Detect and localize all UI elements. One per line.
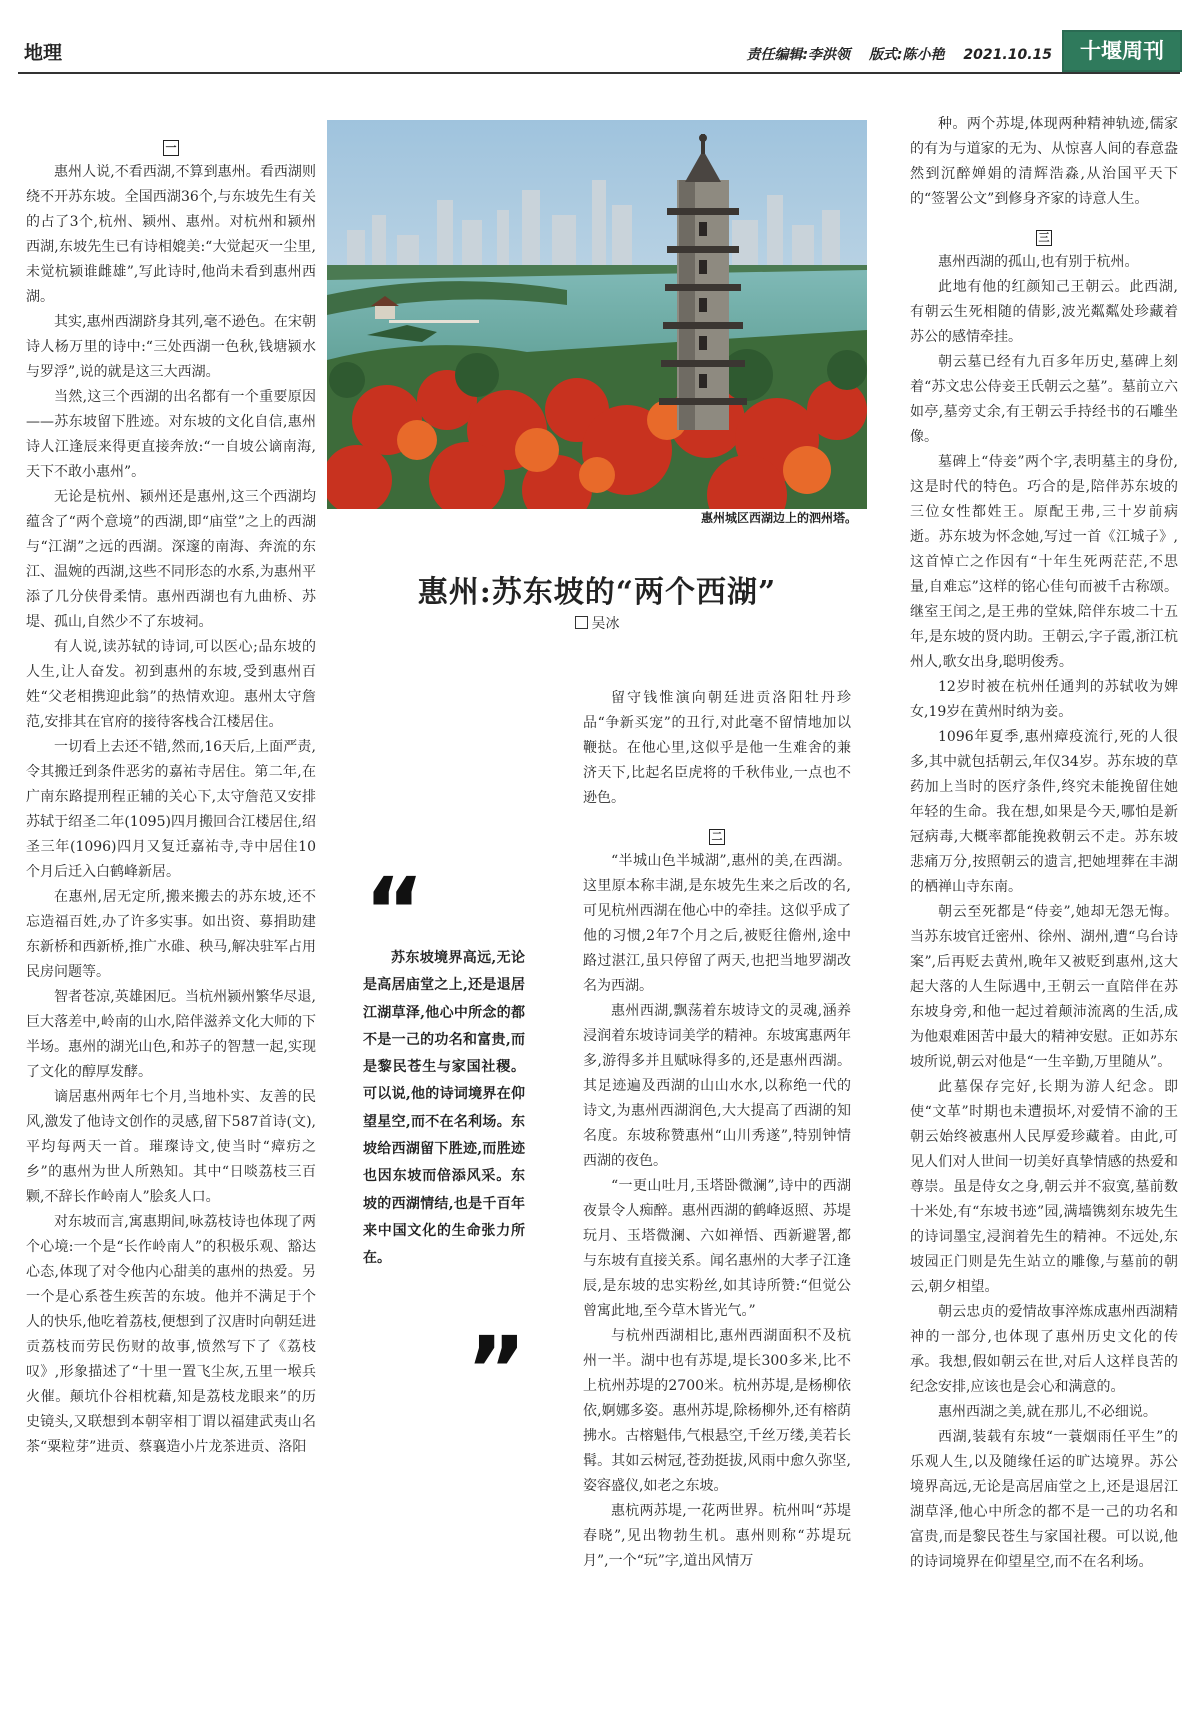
paragraph: 一切看上去还不错,然而,16天后,上面严责,令其搬迁到条件恶劣的嘉祐寺居住。第二年,在广南东路提刑程正辅的关心下,太守詹范又安排苏轼于绍圣二年(1095)四月搬回合江楼居住,绍圣三年(1096)四月又复迁嘉祐寺,寺中居住10个月后迁入白鹤峰新居。 (26, 739, 316, 880)
newspaper-logo: 十堰周刊 (1062, 30, 1182, 72)
pull-quote (363, 945, 525, 1273)
paragraph: 西湖,装载有东坡“一蓑烟雨任平生”的乐观人生,以及随缘任运的旷达境界。苏公境界高远,无论是高居庙堂之上,还是退居江湖草泽,他心中所念的都不是一己的功名和富贵,而是黎民苍生与家国社稷。可以说,他的诗词境界在仰望星空,而不在名利场。 (910, 1429, 1178, 1570)
paragraph: 墓碑上“侍妾”两个字,表明墓主的身份,这是时代的特色。巧合的是,陪伴苏东坡的三位女性都姓王。原配王弗,三十岁前病逝。苏东坡为怀念她,写过一首《江城子》,这首悼亡之作因有“十年生死两茫茫,不思量,自难忘”这样的铭心佳句而被千古称颂。继室王闰之,是王弗的堂妹,陪伴东坡二十五年,是东坡的贤内助。王朝云,字子霞,浙江杭州人,歌女出身,聪明俊秀。 (910, 454, 1178, 670)
paragraph: 智者苍凉,英雄困厄。当杭州颍州繁华尽退,巨大落差中,岭南的山水,陪伴滋养文化大师的下半场。惠州的湖光山色,和苏子的智慧一起,实现了文化的醇厚发酵。 (26, 989, 316, 1080)
paragraph: 朝云忠贞的爱情故事淬炼成惠州西湖精神的一部分,也体现了惠州历史文化的传承。我想,假如朝云在世,对后人这样良苦的纪念安排,应该也是会心和满意的。 (910, 1304, 1178, 1395)
paragraph: 留守钱惟演向朝廷进贡洛阳牡丹珍品“争新买宠”的丑行,对此毫不留情地加以鞭挞。在他心里,这似乎是他一生难舍的兼济天下,比起名臣虎将的千秋伟业,一点也不逊色。 (583, 690, 851, 806)
paragraph: 其实,惠州西湖跻身其列,毫不逊色。在宋朝诗人杨万里的诗中:“三处西湖一色秋,钱塘颍水与罗浮”,说的就是这三大西湖。 (26, 314, 316, 380)
paragraph: 朝云墓已经有九百多年历史,墓碑上刻着“苏文忠公侍妾王氏朝云之墓”。墓前立六如亭,墓旁丈余,有王朝云手持经书的石雕坐像。 (910, 354, 1178, 445)
author-box-icon (575, 616, 588, 629)
paragraph: 有人说,读苏轼的诗词,可以医心;品东坡的人生,让人奋发。初到惠州的东坡,受到惠州百姓“父老相携迎此翁”的热情欢迎。惠州太守詹范,安排其在官府的接待客栈合江楼居住。 (26, 639, 316, 730)
editor-credit: 责任编辑:李洪领 (746, 47, 851, 63)
section-name: 地理 (24, 42, 63, 64)
layout-credit: 版式:陈小艳 (868, 47, 945, 63)
paragraph: 种。两个苏堤,体现两种精神轨迹,儒家的有为与道家的无为、从惊喜人间的春意盎然到沉醉婵娟的清辉浩淼,从治国平天下的“签署公文”到修身齐家的诗意人生。 (910, 116, 1178, 207)
paragraph: 当然,这三个西湖的出名都有一个重要原因——苏东坡留下胜迹。对东坡的文化自信,惠州诗人江逢辰来得更直接奔放:“一自坡公谪南海,天下不敢小惠州”。 (26, 389, 316, 480)
paragraph: 与杭州西湖相比,惠州西湖面积不及杭州一半。湖中也有苏堤,堤长300多米,比不上杭州苏堤的2700米。杭州苏堤,是杨柳依依,婀娜多姿。惠州苏堤,除杨柳外,还有榕荫拂水。古榕魁伟,气根悬空,千丝万缕,美若长髯。其如云树冠,苍劲挺拔,风雨中愈久弥坚,姿容盛仪,如老之东坡。 (583, 1328, 851, 1494)
photo-illustration (327, 120, 867, 509)
paragraph: 无论是杭州、颍州还是惠州,这三个西湖均蕴含了“两个意境”的西湖,即“庙堂”之上的西湖与“江湖”之远的西湖。深邃的南海、奔流的东江、温婉的西湖,这些不同形态的水系,为惠州平添了几分侠骨柔情。惠州西湖也有九曲桥、苏堤、孤山,自然少不了东坡祠。 (26, 489, 316, 630)
paragraph: 对东坡而言,寓惠期间,咏荔枝诗也体现了两个心境:一个是“长作岭南人”的积极乐观、豁达心态,体现了对令他内心甜美的惠州的热爱。另一个是心系苍生疾苦的东坡。他并不满足于个人的快乐,他吃着荔枝,便想到了汉唐时向朝廷进贡荔枝而劳民伤财的故事,愤然写下了《荔枝叹》,形象描述了“十里一置飞尘灰,五里一堠兵火催。颠坑仆谷相枕藉,知是荔枝龙眼来”的历史镜头,又联想到本朝宰相丁谓以福建武夷山名茶“粟粒芽”进贡、蔡襄造小片龙茶进贡、洛阳 (26, 1214, 316, 1455)
pull-quote-text: 苏东坡境界高远,无论是高居庙堂之上,还是退居江湖草泽,他心中所念的都不是一己的功名和富贵,而是黎民苍生与家国社稷。可以说,他的诗词境界在仰望星空,而不在名利场。东坡给西湖留下胜迹,而胜迹也因东坡而倍添风采。东坡的西湖情结,也是千百年来中国文化的生命张力所在。 (363, 950, 525, 1267)
paragraph: 此墓保存完好,长期为游人纪念。即使“文革”时期也未遭损坏,对爱情不渝的王朝云始终被惠州人民厚爱珍藏着。由此,可见人们对人世间一切美好真挚情感的热爱和尊崇。虽是侍女之身,朝云并不寂寞,墓前数十米处,有“东坡书迹”园,满墙镌刻东坡先生的诗词墨宝,浸润着先生的精神。不远处,东坡园正门则是先生站立的雕像,与墓前的朝云,朝夕相望。 (910, 1079, 1178, 1295)
paragraph: 此地有他的红颜知己王朝云。此西湖,有朝云生死相随的倩影,波光粼粼处珍藏着苏公的感情牵挂。 (910, 279, 1178, 345)
section-marker-2: 二 (709, 829, 725, 845)
author-name: 吴冰 (591, 616, 620, 632)
column-3 (910, 112, 1178, 1575)
paragraph: 惠州西湖,飘荡着东坡诗文的灵魂,涵养浸润着东坡诗词美学的精神。东坡寓惠两年多,游得多并且赋咏得多的,还是惠州西湖。其足迹遍及西湖的山山水水,以称绝一代的诗文,为惠州西湖润色,大大提高了西湖的知名度。东坡称赞惠州“山川秀遂”,特别钟情西湖的夜色。 (583, 1003, 851, 1169)
paragraph: 惠州人说,不看西湖,不算到惠州。看西湖则绕不开苏东坡。全国西湖36个,与东坡先生有关的占了3个,杭州、颍州、惠州。对杭州和颍州西湖,东坡先生已有诗相媲美:“大觉起灭一尘里,未觉杭颍谁雌雄”,写此诗时,他尚未看到惠州西湖。 (26, 164, 316, 305)
paragraph: 惠州西湖的孤山,也有别于杭州。 (938, 254, 1139, 270)
paragraph: 12岁时被在杭州任通判的苏轼收为婢女,19岁在黄州时纳为妾。 (910, 679, 1178, 720)
paragraph: 惠州西湖之美,就在那儿,不必细说。 (938, 1404, 1157, 1420)
open-quote-icon: “ (364, 858, 425, 965)
paragraph: 谪居惠州两年七个月,当地朴实、友善的民风,激发了他诗文创作的灵感,留下587首诗(文),平均每两天一首。璀璨诗文,使当时“瘴疠之乡”的惠州为世人所熟知。其中“日啖荔枝三百颗,不辞长作岭南人”脍炙人口。 (26, 1089, 316, 1205)
paragraph: “一更山吐月,玉塔卧微澜”,诗中的西湖夜景令人痴醉。惠州西湖的鹤峰返照、苏堤玩月、玉塔微澜、六如禅悟、西新避署,都与东坡有直接关系。闻名惠州的大孝子江逢辰,是东坡的忠实粉丝,如其诗所赞:“但觉公曾寓此地,至今草木皆光气。” (583, 1178, 851, 1319)
article-title: 惠州:苏东坡的“两个西湖” (417, 575, 777, 610)
header-rule (18, 72, 1180, 74)
issue-date: 2021.10.15 (963, 47, 1052, 63)
column-1 (26, 140, 316, 1460)
paragraph: 惠杭两苏堤,一花两世界。杭州叫“苏堤春晓”,见出物勃生机。惠州则称“苏堤玩月”,一个“玩”字,道出风情万 (583, 1503, 851, 1569)
section-marker-3: 三 (1036, 230, 1052, 246)
paragraph: 在惠州,居无定所,搬来搬去的苏东坡,还不忘造福百姓,办了许多实事。如出资、募捐助建东新桥和西新桥,推广水碓、秧马,解决驻军占用民房问题等。 (26, 889, 316, 980)
column-2 (583, 686, 851, 1574)
paragraph: “半城山色半城湖”,惠州的美,在西湖。这里原本称丰湖,是东坡先生来之后改的名,可见杭州西湖在他心中的牵挂。这似乎成了他的习惯,2年7个月之后,被贬往儋州,途中路过湛江,虽只停留了两天,也把当地罗湖改名为西湖。 (583, 853, 851, 994)
photo-caption: 惠州城区西湖边上的泗州塔。 (700, 511, 857, 525)
article-author (327, 613, 867, 633)
header-meta (732, 44, 1052, 64)
west-lake-photo (327, 120, 867, 509)
section-marker-1: 一 (163, 140, 179, 156)
paragraph: 1096年夏季,惠州瘴疫流行,死的人很多,其中就包括朝云,年仅34岁。苏东坡的草药加上当时的医疗条件,终究未能挽留住她年轻的生命。我在想,如果是今天,哪怕是新冠病毒,大概率都能挽救朝云不走。苏东坡悲痛万分,按照朝云的遗言,把她埋葬在丰湖的栖禅山寺东南。 (910, 729, 1178, 895)
paragraph: 朝云至死都是“侍妾”,她却无怨无悔。当苏东坡官迁密州、徐州、湖州,遭“乌台诗案”,后再贬去黄州,晚年又被贬到惠州,这大起大落的人生际遇中,王朝云一直陪伴在苏东坡身旁,和他一起过着颠沛流离的生活,成为他艰难困苦中最大的精神安慰。正如苏东坡所说,朝云对他是“一生辛勤,万里随从”。 (910, 904, 1178, 1070)
page-header (0, 0, 1200, 72)
close-quote-icon: ” (466, 1317, 527, 1424)
